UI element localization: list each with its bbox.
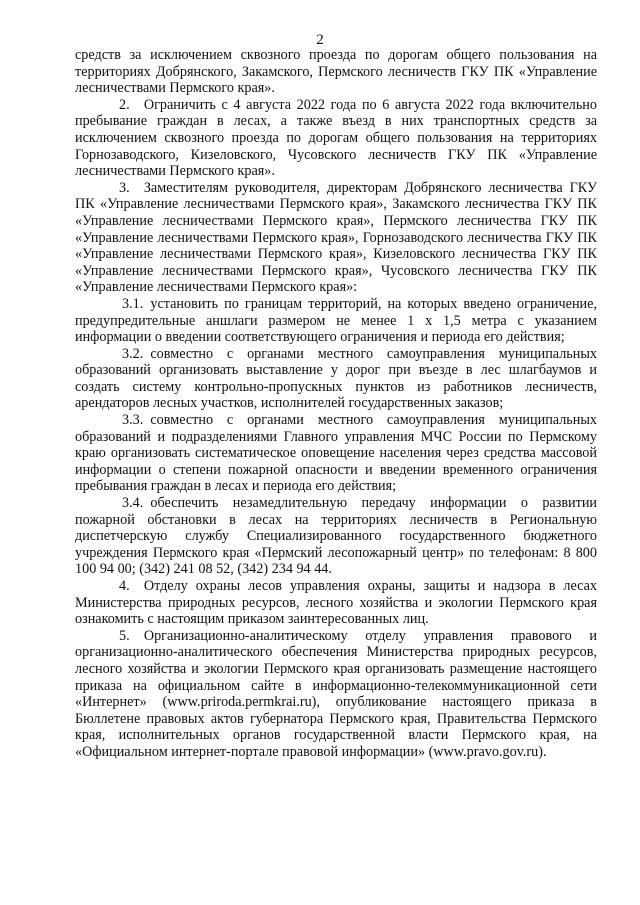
paragraph-item-3-4: 3.4. обеспечить незамедлительную передачу информации о развитии пожарной обстановки в лесах на территориях лесничеств в Региональную диспетчерскую службу Специализированного государственного бюджетного учреждения Пермского края «Пермский лесопожарный центр» по телефонам: 8 800 100 94 00; (342) 241 08 52, (342) 234 94 44.	[75, 495, 597, 578]
paragraph-item-3-3: 3.3. совместно с органами местного самоуправления муниципальных образований и подразделениями Главного управления МЧС России по Пермскому краю организовать систематическое оповещение населения через средства массовой информации о степени пожарной опасности и введении временного ограничения пребывания граждан в лесах и периода его действия;	[75, 412, 597, 495]
paragraph-item-3-2: 3.2. совместно с органами местного самоуправления муниципальных образований организовать выставление у дорог при въезде в лес шлагбаумов и создать систему контрольно-пропускных пунктов из работников лесничеств, арендаторов лесных участков, исполнителей государственных заказов;	[75, 345, 597, 412]
paragraph-item-5: 5. Организационно-аналитическому отделу управления правового и организационно-аналитического обеспечения Министерства природных ресурсов, лесного хозяйства и экологии Пермского края организовать размещение настоящего приказа на официальном сайте в информационно-телекоммуникационной сети «Интернет» (www.priroda.permkrai.ru), опубликование настоящего приказа в Бюллетене правовых актов губернатора Пермского края, Правительства Пермского края, исполнительных органов государственной власти Пермского края, на «Официальном интернет-портале правовой информации» (www.pravo.gov.ru).	[75, 627, 597, 760]
page-number: 2	[316, 32, 324, 48]
paragraph-continuation: средств за исключением сквозного проезда по дорогам общего пользования на территориях Добрянского, Закамского, Пермского лесничеств ГКУ ПК «Управление лесничествами Пермского края».	[75, 47, 597, 97]
paragraph-item-3-1: 3.1. установить по границам территорий, на которых введено ограничение, предупредительные аншлаги размером не менее 1 х 1,5 метра с указанием информации о введении соответствующего ограничения и периода его действия;	[75, 295, 597, 346]
paragraph-item-4: 4. Отделу охраны лесов управления охраны, защиты и надзора в лесах Министерства природных ресурсов, лесного хозяйства и экологии Пермского края ознакомить с настоящим приказом заинтересованных лиц.	[75, 578, 597, 628]
paragraph-item-3: 3. Заместителям руководителя, директорам Добрянского лесничества ГКУ ПК «Управление лесничествами Пермского края», Закамского лесничества ГКУ ПК «Управление лесничествами Пермского края», Пермского лесничества ГКУ ПК «Управление лесничествами Пермского края», Горнозаводского лесничества ГКУ ПК «Управление лесничествами Пермского края», Кизеловского лесничества ГКУ ПК «Управление лесничествами Пермского края», Чусовского лесничества ГКУ ПК «Управление лесничествами Пермского края»:	[75, 179, 597, 296]
document-body	[75, 47, 597, 761]
paragraph-item-2: 2. Ограничить с 4 августа 2022 года по 6 августа 2022 года включительно пребывание граждан в лесах, а также въезд в них транспортных средств за исключением сквозного проезда по дорогам общего пользования на территориях Горнозаводского, Кизеловского, Чусовского лесничеств ГКУ ПК «Управление лесничествами Пермского края».	[75, 96, 597, 180]
